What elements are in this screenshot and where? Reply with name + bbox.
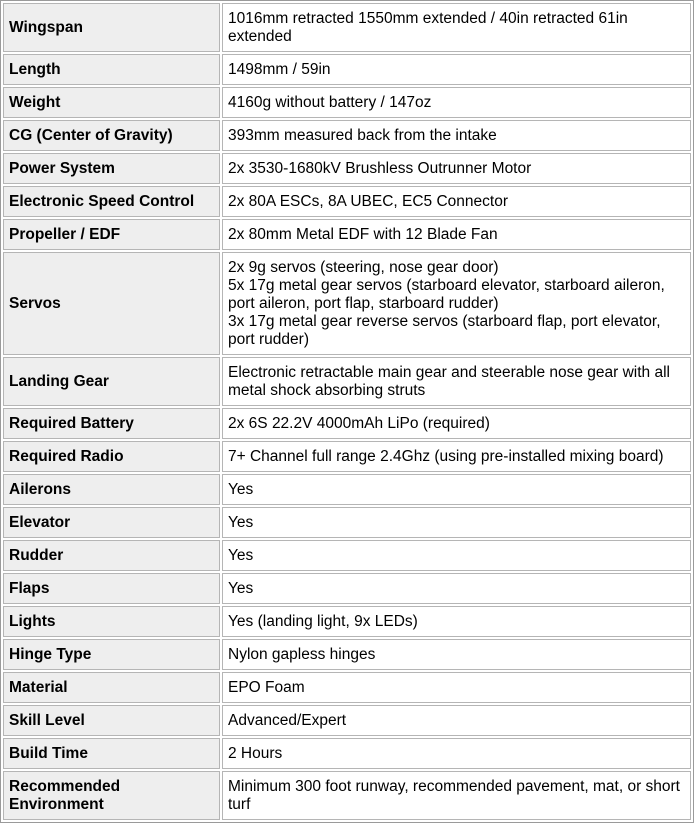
spec-value: Yes [222,507,691,538]
spec-label: Propeller / EDF [3,219,220,250]
spec-label: CG (Center of Gravity) [3,120,220,151]
spec-label: Ailerons [3,474,220,505]
spec-value: 1498mm / 59in [222,54,691,85]
spec-label: Servos [3,252,220,355]
spec-label: Material [3,672,220,703]
spec-value [222,252,691,355]
spec-row-weight [3,87,691,118]
spec-value: 2 Hours [222,738,691,769]
spec-row-ailerons [3,474,691,505]
spec-label: Required Radio [3,441,220,472]
spec-value: 2x 80A ESCs, 8A UBEC, EC5 Connector [222,186,691,217]
spec-label: Landing Gear [3,357,220,406]
spec-value: 1016mm retracted 1550mm extended / 40in retracted 61in extended [222,3,691,52]
servo-line: 5x 17g metal gear servos (starboard elevator, starboard aileron, port aileron, port flap, starboard rudder) [228,276,665,312]
spec-row-battery [3,408,691,439]
spec-value: 4160g without battery / 147oz [222,87,691,118]
spec-row-esc [3,186,691,217]
spec-label: Rudder [3,540,220,571]
spec-row-propeller [3,219,691,250]
spec-label: Required Battery [3,408,220,439]
spec-row-build-time [3,738,691,769]
spec-row-wingspan [3,3,691,52]
spec-row-skill-level [3,705,691,736]
spec-row-flaps [3,573,691,604]
spec-value: Minimum 300 foot runway, recommended pavement, mat, or short turf [222,771,691,820]
spec-value: 2x 6S 22.2V 4000mAh LiPo (required) [222,408,691,439]
spec-label: Build Time [3,738,220,769]
spec-value: 7+ Channel full range 2.4Ghz (using pre-installed mixing board) [222,441,691,472]
spec-label: Lights [3,606,220,637]
spec-value: Yes [222,573,691,604]
spec-label: Weight [3,87,220,118]
spec-row-rudder [3,540,691,571]
spec-label: Power System [3,153,220,184]
spec-value: Yes (landing light, 9x LEDs) [222,606,691,637]
servo-line: 3x 17g metal gear reverse servos (starboard flap, port elevator, port rudder) [228,312,661,348]
spec-label: Hinge Type [3,639,220,670]
servo-line: 2x 9g servos (steering, nose gear door) [228,258,499,276]
spec-row-cg [3,120,691,151]
spec-label: Skill Level [3,705,220,736]
spec-row-lights [3,606,691,637]
spec-value: 393mm measured back from the intake [222,120,691,151]
spec-label: Flaps [3,573,220,604]
spec-row-hinge-type [3,639,691,670]
spec-row-servos [3,252,691,355]
spec-value: Electronic retractable main gear and steerable nose gear with all metal shock absorbing struts [222,357,691,406]
spec-value: Yes [222,540,691,571]
spec-label: Electronic Speed Control [3,186,220,217]
spec-row-length [3,54,691,85]
spec-row-power-system [3,153,691,184]
spec-value: EPO Foam [222,672,691,703]
spec-label: Elevator [3,507,220,538]
spec-value: 2x 80mm Metal EDF with 12 Blade Fan [222,219,691,250]
spec-row-environment [3,771,691,820]
spec-row-radio [3,441,691,472]
spec-label: Recommended Environment [3,771,220,820]
spec-row-landing-gear [3,357,691,406]
spec-row-elevator [3,507,691,538]
spec-label: Length [3,54,220,85]
spec-value: Advanced/Expert [222,705,691,736]
spec-label: Wingspan [3,3,220,52]
spec-row-material [3,672,691,703]
spec-value: Nylon gapless hinges [222,639,691,670]
spec-value: 2x 3530-1680kV Brushless Outrunner Motor [222,153,691,184]
spec-value: Yes [222,474,691,505]
